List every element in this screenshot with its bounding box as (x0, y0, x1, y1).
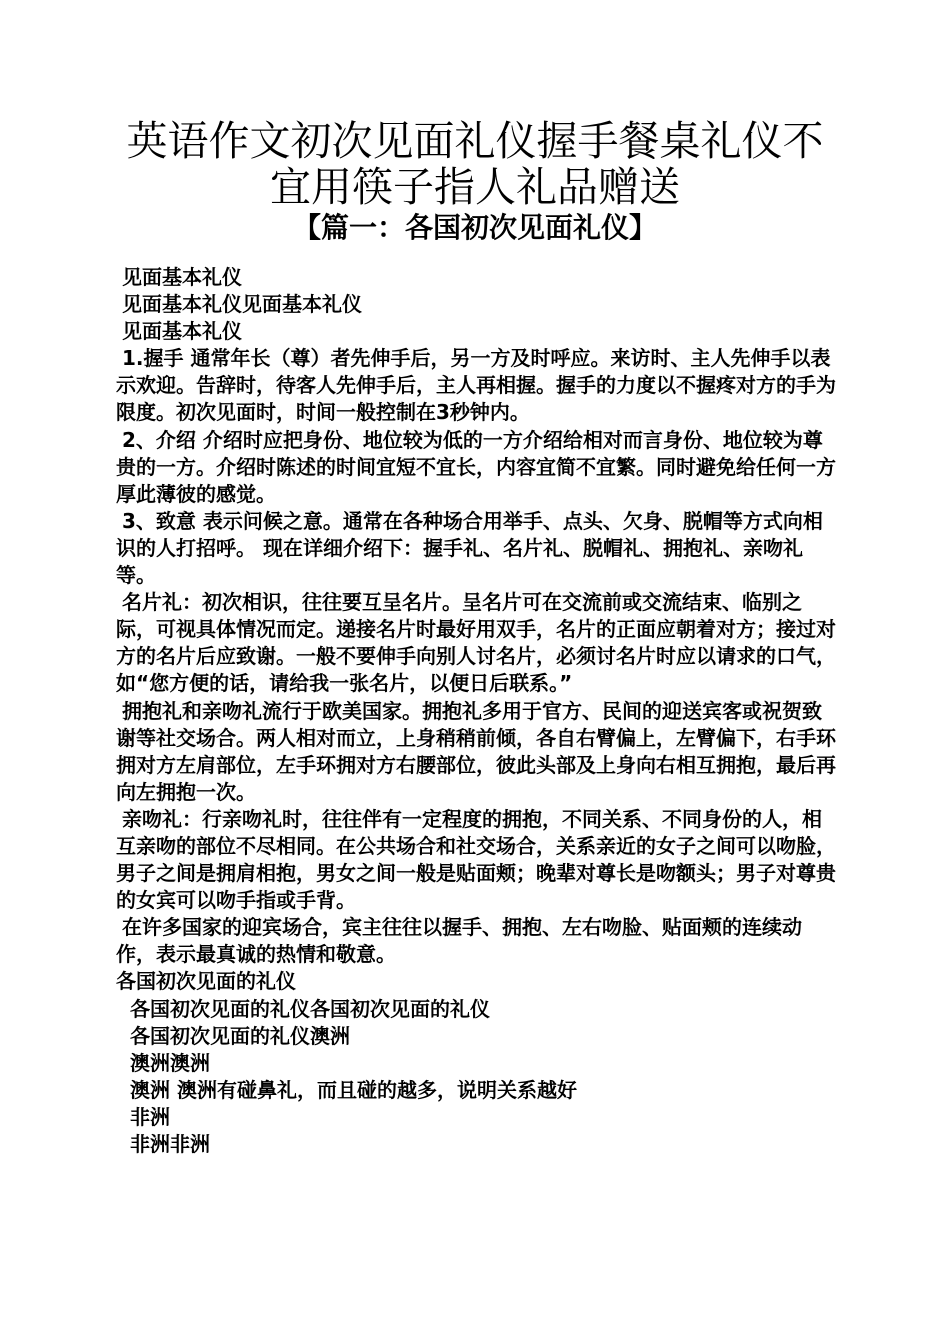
list-item: 澳洲澳洲 (130, 1050, 210, 1075)
list-item: 各国初次见面的礼仪各国初次见面的礼仪 (130, 996, 490, 1021)
list-item: 非洲 (130, 1104, 170, 1129)
document-subtitle: 【篇一：各国初次见面礼仪】 (292, 211, 657, 244)
paragraph-introduction: 2、介绍 介绍时应把身份、地位较为低的一方介绍给相对而言身份、地位较为尊贵的一方。介绍时陈述的时间宜短不宜长，内容宜简不宜繁。同时避免给任何一方厚此薄彼的感觉。 (116, 427, 836, 506)
document-title-line-1: 英语作文初次见面礼仪握手餐桌礼仪不 (126, 117, 824, 165)
paragraph-handshake: 1.握手 通常年长（尊）者先伸手后，另一方及时呼应。来访时、主人先伸手以表示欢迎。告辞时，待客人先伸手后，主人再相握。握手的力度以不握疼对方的手为限度。初次见面时，时间一般控制在3秒钟内。 (116, 346, 836, 425)
document-body (116, 264, 841, 1158)
paragraph-heading: 见面基本礼仪见面基本礼仪 (122, 292, 362, 317)
document-title-line-2: 宜用筷子指人礼品赠送 (270, 163, 680, 211)
list-item: 各国初次见面的礼仪澳洲 (130, 1023, 350, 1048)
list-item: 非洲非洲 (130, 1132, 210, 1156)
paragraph-heading: 见面基本礼仪 (122, 265, 242, 289)
section-heading: 各国初次见面的礼仪 (116, 969, 296, 994)
paragraph-heading: 见面基本礼仪 (122, 319, 242, 344)
paragraph-greeting: 3、致意 表示问候之意。通常在各种场合用举手、点头、欠身、脱帽等方式向相识的人打招呼。 现在详细介绍下：握手礼、名片礼、脱帽礼、拥抱礼、亲吻礼等。 (116, 508, 823, 588)
paragraph-embrace: 拥抱礼和亲吻礼流行于欧美国家。拥抱礼多用于官方、民间的迎送宾客或祝贺致谢等社交场合。两人相对而立，上身稍稍前倾，各自右臂偏上，左臂偏下，右手环拥对方左肩部位，左手环拥对方右腰部位，彼此头部及上身向右相互拥抱，最后再向左拥抱一次。 (116, 698, 836, 804)
paragraph-business-card: 名片礼：初次相识，往往要互呈名片。呈名片可在交流前或交流结束、临别之际，可视具体情况而定。递接名片时最好用双手，名片的正面应朝着对方；接过对方的名片后应致谢。一般不要伸手向别人讨名片，必须讨名片时应以请求的口气，如“您方便的话，请给我一张名片，以便日后联系。” (116, 590, 836, 696)
paragraph-welcome: 在许多国家的迎宾场合，宾主往往以握手、拥抱、左右吻脸、贴面颊的连续动作，表示最真诚的热情和敬意。 (116, 915, 802, 967)
paragraph-kiss: 亲吻礼：行亲吻礼时，往往伴有一定程度的拥抱，不同关系、不同身份的人，相互亲吻的部位不尽相同。在公共场合和社交场合，关系亲近的女子之间可以吻脸，男子之间是拥肩相抱，男女之间一般是贴面颊；晚辈对尊长是吻额头；男子对尊贵的女宾可以吻手指或手背。 (116, 806, 836, 913)
list-item: 澳洲 澳洲有碰鼻礼，而且碰的越多，说明关系越好 (130, 1077, 577, 1102)
